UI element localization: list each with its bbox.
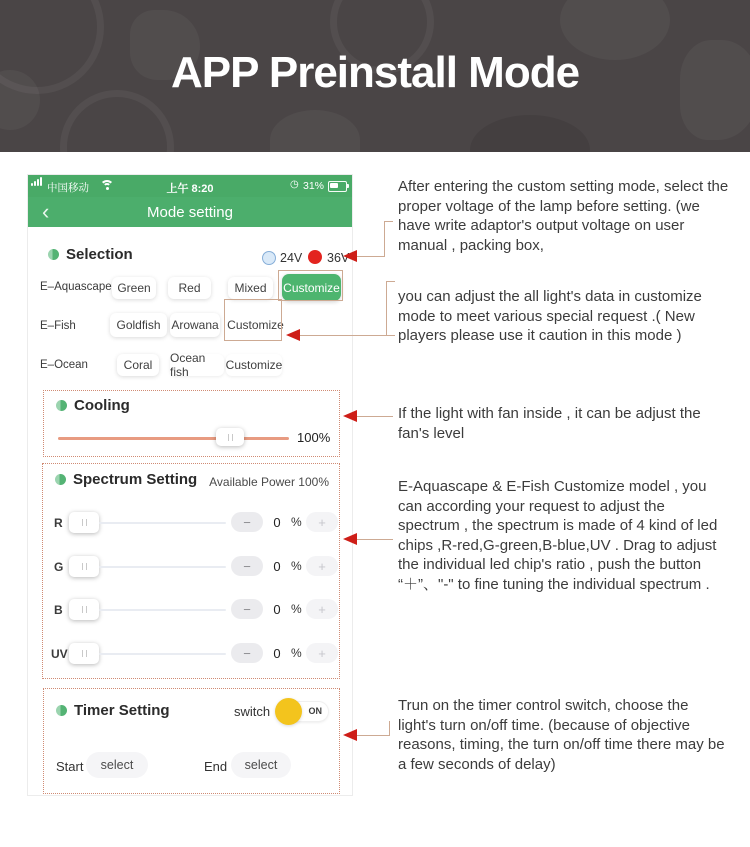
nav-title: Mode setting <box>147 204 233 221</box>
voltage-label-24v[interactable]: 24V <box>280 251 303 265</box>
cooling-slider-handle[interactable] <box>216 428 244 446</box>
spectrum-row-r <box>43 512 339 534</box>
green-dot-icon <box>48 249 59 260</box>
red-arrow-icon <box>286 329 300 341</box>
banner-decoration <box>270 110 360 152</box>
mode-button-coral[interactable]: Coral <box>117 354 159 376</box>
mode-button-fish-customize[interactable]: Customize <box>228 313 283 337</box>
channel-slider-handle[interactable] <box>69 556 99 577</box>
spectrum-header <box>55 471 197 488</box>
mode-button-ocean-customize[interactable]: Customize <box>226 354 282 376</box>
spectrum-row-uv <box>43 643 339 665</box>
carrier-label: 中国移动 <box>47 182 89 194</box>
green-dot-icon <box>55 474 66 485</box>
timer-switch-toggle[interactable] <box>284 702 328 721</box>
channel-slider-track[interactable] <box>99 522 226 524</box>
mode-button-goldfish[interactable]: Goldfish <box>110 313 167 337</box>
start-label: Start <box>56 759 84 774</box>
connector-line <box>357 735 390 736</box>
channel-name: G <box>54 560 64 574</box>
battery-icon <box>328 181 347 192</box>
channel-value: 0 <box>273 559 281 574</box>
voltage-radio-24v[interactable] <box>262 251 276 265</box>
mode-row-label-aquascape: E–Aquascape <box>40 281 112 293</box>
voltage-label-36v[interactable]: 36V <box>327 251 350 265</box>
connector-line <box>386 281 387 336</box>
timer-section <box>43 688 340 794</box>
channel-unit: % <box>291 559 302 573</box>
cooling-slider-track[interactable] <box>58 437 289 440</box>
cooling-header <box>56 397 130 414</box>
red-arrow-icon <box>343 729 357 741</box>
start-select-button[interactable]: select <box>86 752 148 778</box>
channel-unit: % <box>291 515 302 529</box>
channel-name: R <box>54 516 63 530</box>
phone-screenshot <box>28 175 352 795</box>
channel-value: 0 <box>273 515 281 530</box>
channel-slider-handle[interactable] <box>69 643 99 664</box>
end-select-button[interactable]: select <box>231 752 291 778</box>
annotation-customize: you can adjust the all light's data in customize mode to meet various special request .( New players please use it caution in this mode ) <box>398 288 702 344</box>
alarm-clock-icon: ◷ <box>290 179 299 190</box>
status-time: 上午 8:20 <box>166 183 214 195</box>
minus-button[interactable]: − <box>231 643 263 663</box>
spectrum-section <box>42 463 340 679</box>
mode-row-label-fish: E–Fish <box>40 320 76 332</box>
cooling-section <box>43 390 340 457</box>
green-dot-icon <box>56 705 67 716</box>
mode-button-arowana[interactable]: Arowana <box>170 313 220 337</box>
channel-unit: % <box>291 602 302 616</box>
minus-button[interactable]: − <box>231 599 263 619</box>
connector-line <box>386 281 395 282</box>
mode-button-oceanfish[interactable]: Ocean fish <box>170 354 224 376</box>
nav-bar <box>28 197 352 227</box>
red-arrow-icon <box>343 410 357 422</box>
channel-slider-handle[interactable] <box>69 599 99 620</box>
plus-button[interactable]: + <box>306 599 338 619</box>
connector-line <box>357 539 393 540</box>
spectrum-row-b <box>43 599 339 621</box>
channel-value: 0 <box>273 646 281 661</box>
connector-line <box>357 256 385 257</box>
available-power-label: Available Power 100% <box>209 475 329 489</box>
cooling-label: Cooling <box>74 397 130 414</box>
plus-button[interactable]: + <box>306 556 338 576</box>
red-arrow-icon <box>343 533 357 545</box>
connector-line <box>384 221 385 257</box>
mode-button-mixed[interactable]: Mixed <box>228 277 273 299</box>
switch-state-label: ON <box>308 706 322 716</box>
banner <box>0 0 750 152</box>
channel-slider-track[interactable] <box>99 566 226 568</box>
connector-line <box>384 221 393 222</box>
channel-name: UV <box>51 647 68 661</box>
mode-button-red[interactable]: Red <box>168 277 211 299</box>
plus-button[interactable]: + <box>306 643 338 663</box>
connector-line <box>389 721 390 736</box>
timer-label: Timer Setting <box>74 702 170 719</box>
status-bar <box>28 175 352 197</box>
annotation-spectrum: E-Aquascape & E-Fish Customize model , you can according your request to adjust the spectrum , the spectrum is made of 4 kind of led chips ,R-red,G-green,B-blue,UV . Drag to adjust the individual led chip's ratio , push the button “＋”、"-" to fine tuning the individual spectrum . <box>398 478 718 593</box>
red-arrow-icon <box>343 250 357 262</box>
banner-decoration <box>470 115 590 152</box>
selection-header <box>48 246 133 264</box>
mode-row-label-ocean: E–Ocean <box>40 359 88 371</box>
selection-label: Selection <box>66 246 133 263</box>
mode-button-green[interactable]: Green <box>112 277 156 299</box>
channel-unit: % <box>291 646 302 660</box>
voltage-radio-36v[interactable] <box>308 250 322 264</box>
channel-slider-handle[interactable] <box>69 512 99 533</box>
page-title: APP Preinstall Mode <box>170 48 580 97</box>
annotation-cooling: If the light with fan inside , it can be adjust the fan's level <box>398 405 701 442</box>
cooling-value: 100% <box>297 430 331 445</box>
plus-button[interactable]: + <box>306 512 338 532</box>
annotation-voltage: After entering the custom setting mode, select the proper voltage of the lamp before setting. (we have write adaptor's output voltage on user manual , packing box, <box>398 178 729 254</box>
connector-line <box>357 416 393 417</box>
switch-label: switch <box>234 704 271 719</box>
banner-decoration <box>60 90 174 152</box>
connector-line <box>300 335 395 336</box>
battery-percent: 31% <box>303 180 325 192</box>
customize-highlight-box-top <box>278 270 343 301</box>
spectrum-row-g <box>43 556 339 578</box>
channel-slider-track[interactable] <box>99 609 226 611</box>
annotation-timer: Trun on the timer control switch, choose the light's turn on/off time. (because of objective reasons, timing, the turn on/off time there may be a few seconds of delay) <box>398 697 725 773</box>
customize-highlight-box-bottom <box>224 299 282 341</box>
minus-button[interactable]: − <box>231 556 263 576</box>
mode-button-aquascape-customize[interactable]: Customize <box>282 274 341 301</box>
spectrum-label: Spectrum Setting <box>73 471 198 488</box>
channel-value: 0 <box>273 602 281 617</box>
green-dot-icon <box>56 400 67 411</box>
timer-header <box>56 702 170 719</box>
channel-slider-track[interactable] <box>99 653 226 655</box>
channel-name: B <box>54 603 63 617</box>
end-label: End <box>204 759 228 774</box>
switch-knob[interactable] <box>275 698 302 725</box>
back-chevron-icon[interactable]: ‹ <box>42 199 50 224</box>
minus-button[interactable]: − <box>231 512 263 532</box>
